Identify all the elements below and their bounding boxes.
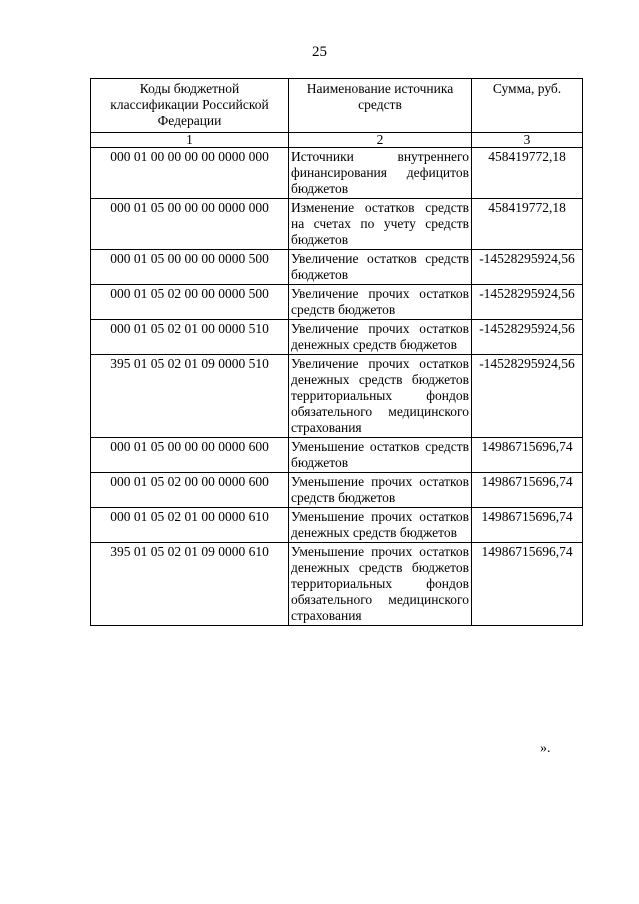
table-row	[91, 543, 583, 626]
table-row	[91, 355, 583, 438]
column-number-row	[91, 133, 583, 148]
row-name: Увеличение прочих остатков денежных средств бюджетов территориальных фондов обязательного медицинского страхования	[289, 355, 472, 438]
row-amount: 458419772,18	[472, 199, 583, 250]
row-code: 000 01 05 02 00 00 0000 600	[91, 473, 289, 508]
budget-sources-table	[90, 78, 583, 626]
page-number: 25	[312, 44, 327, 60]
row-amount: 458419772,18	[472, 148, 583, 199]
row-amount: -14528295924,56	[472, 285, 583, 320]
table-row	[91, 285, 583, 320]
row-amount: 14986715696,74	[472, 438, 583, 473]
row-name: Уменьшение прочих остатков средств бюджетов	[289, 473, 472, 508]
table-row	[91, 438, 583, 473]
column-number: 3	[472, 133, 583, 148]
row-code: 000 01 05 00 00 00 0000 600	[91, 438, 289, 473]
row-name: Увеличение прочих остатков средств бюджетов	[289, 285, 472, 320]
row-name: Увеличение прочих остатков денежных средств бюджетов	[289, 320, 472, 355]
row-code: 395 01 05 02 01 09 0000 610	[91, 543, 289, 626]
table-row	[91, 148, 583, 199]
row-name: Уменьшение остатков средств бюджетов	[289, 438, 472, 473]
row-name: Источники внутреннего финансирования дефицитов бюджетов	[289, 148, 472, 199]
closing-quote-mark: ».	[540, 741, 551, 756]
table-row	[91, 320, 583, 355]
header-name: Наименование источника средств	[289, 79, 472, 133]
header-amount: Сумма, руб.	[472, 79, 583, 133]
header-row	[91, 79, 583, 133]
row-name: Изменение остатков средств на счетах по учету средств бюджетов	[289, 199, 472, 250]
row-amount: 14986715696,74	[472, 473, 583, 508]
row-amount: 14986715696,74	[472, 543, 583, 626]
row-name: Увеличение остатков средств бюджетов	[289, 250, 472, 285]
column-number: 1	[91, 133, 289, 148]
row-amount: -14528295924,56	[472, 355, 583, 438]
table-row	[91, 508, 583, 543]
column-number: 2	[289, 133, 472, 148]
row-code: 395 01 05 02 01 09 0000 510	[91, 355, 289, 438]
table-row	[91, 473, 583, 508]
row-name: Уменьшение прочих остатков денежных средств бюджетов	[289, 508, 472, 543]
table-row	[91, 250, 583, 285]
row-amount: -14528295924,56	[472, 250, 583, 285]
table-row	[91, 199, 583, 250]
row-code: 000 01 05 02 00 00 0000 500	[91, 285, 289, 320]
row-code: 000 01 05 00 00 00 0000 000	[91, 199, 289, 250]
row-code: 000 01 05 02 01 00 0000 510	[91, 320, 289, 355]
row-name: Уменьшение прочих остатков денежных средств бюджетов территориальных фондов обязательного медицинского страхования	[289, 543, 472, 626]
row-amount: -14528295924,56	[472, 320, 583, 355]
header-code: Коды бюджетной классификации Российской Федерации	[91, 79, 289, 133]
row-code: 000 01 00 00 00 00 0000 000	[91, 148, 289, 199]
row-code: 000 01 05 00 00 00 0000 500	[91, 250, 289, 285]
row-code: 000 01 05 02 01 00 0000 610	[91, 508, 289, 543]
row-amount: 14986715696,74	[472, 508, 583, 543]
